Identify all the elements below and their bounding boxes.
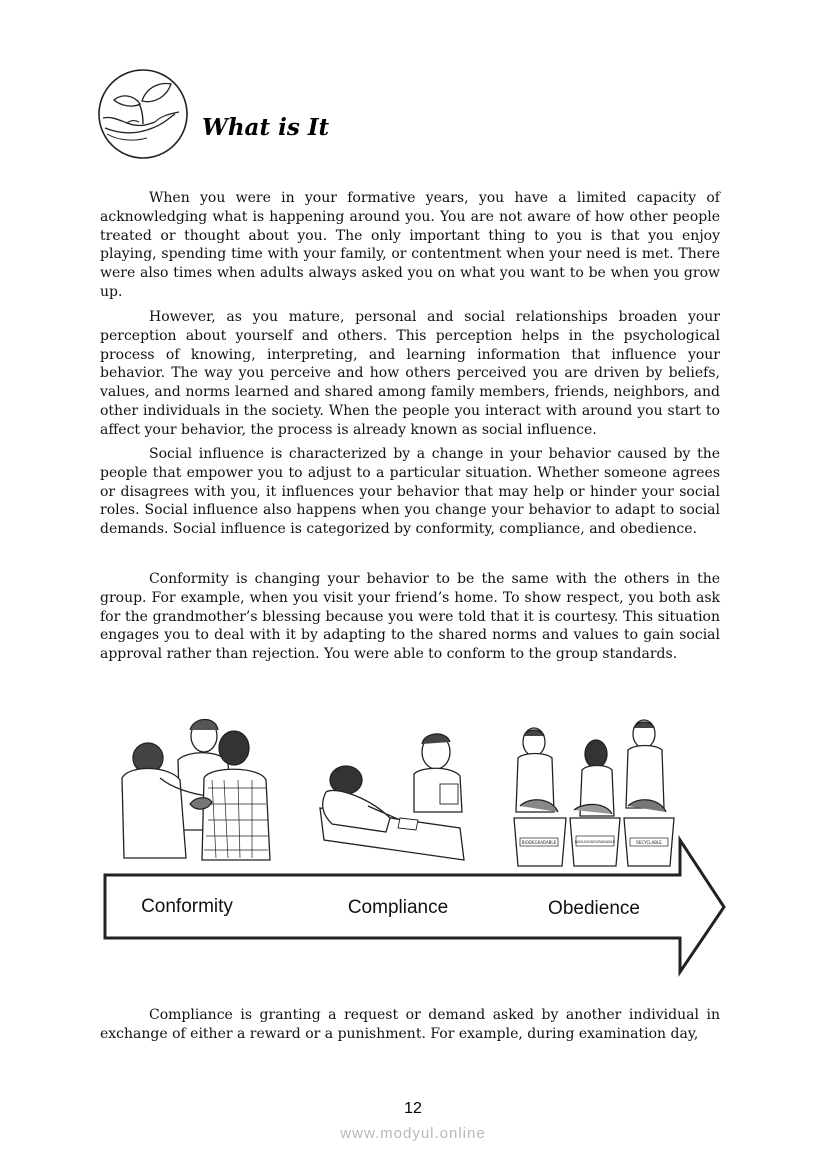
arrow-label-conformity: Conformity xyxy=(141,896,233,917)
compliance-illustration xyxy=(320,734,464,860)
paragraph-formative-years xyxy=(100,189,720,302)
section-title: What is It xyxy=(202,114,330,141)
arrow-label-obedience: Obedience xyxy=(548,898,640,919)
paragraph-compliance xyxy=(100,1006,720,1044)
arrow-label-compliance: Compliance xyxy=(347,897,449,918)
paragraph-text: Social influence is characterized by a change in your behavior caused by the people that empower you to adjust to a particular situation. Whether someone agrees or disagrees with you, it influences your behavior that may help or hinder your social roles. Social influence also happens when you change your behavior to adapt to social demands. Social influence is categorized by conformity, compliance, and obedience. xyxy=(100,446,720,538)
paragraph-text: Compliance is granting a request or demand asked by another individual in exchange of either a reward or a punishment. For example, during examination day, xyxy=(100,1007,720,1042)
hands-sprout-icon xyxy=(97,68,189,160)
watermark: www.modyul.online xyxy=(340,1125,486,1142)
paragraph-social-influence-intro xyxy=(100,308,720,440)
conformity-illustration xyxy=(122,720,270,861)
paragraph-text: However, as you mature, personal and social relationships broaden your perception about yourself and others. This perception helps in the psychological process of knowing, interpreting, and learning information that influence your behavior. The way you perceive and how others perceived you are driven by beliefs, values, and norms learned and shared among family members, friends, neighbors, and other individuals in the society. When the people you interact with around you start to affect your behavior, the process is already known as social influence. xyxy=(100,309,720,438)
social-influence-figure xyxy=(100,708,730,978)
paragraph-conformity xyxy=(100,570,720,664)
bin-label-biodegradable: BIODEGRADABLE xyxy=(521,840,557,845)
bin-label-recyclable: RECYCLABLE xyxy=(636,840,662,845)
paragraph-text: When you were in your formative years, you have a limited capacity of acknowledging what is happening around you. You are not aware of how other people treated or thought about you. The only important thing to you is that you enjoy playing, spending time with your family, or contentment when your need is met. There were also times when adults always asked you on what you want to be when you grow up. xyxy=(100,190,720,300)
paragraph-social-influence-definition xyxy=(100,445,720,539)
paragraph-text: Conformity is changing your behavior to be the same with the others in the group. For example, when you visit your friend’s home. To show respect, you both ask for the grandmother’s blessing because you were told that it is courtesy. This situation engages you to deal with it by adapting to the shared norms and values to gain social approval rather than rejection. You were able to conform to the group standards. xyxy=(100,571,720,663)
page-number: 12 xyxy=(404,1100,422,1117)
bin-label-non-biodegradable: NON-BIODEGRADABLE xyxy=(574,840,616,844)
